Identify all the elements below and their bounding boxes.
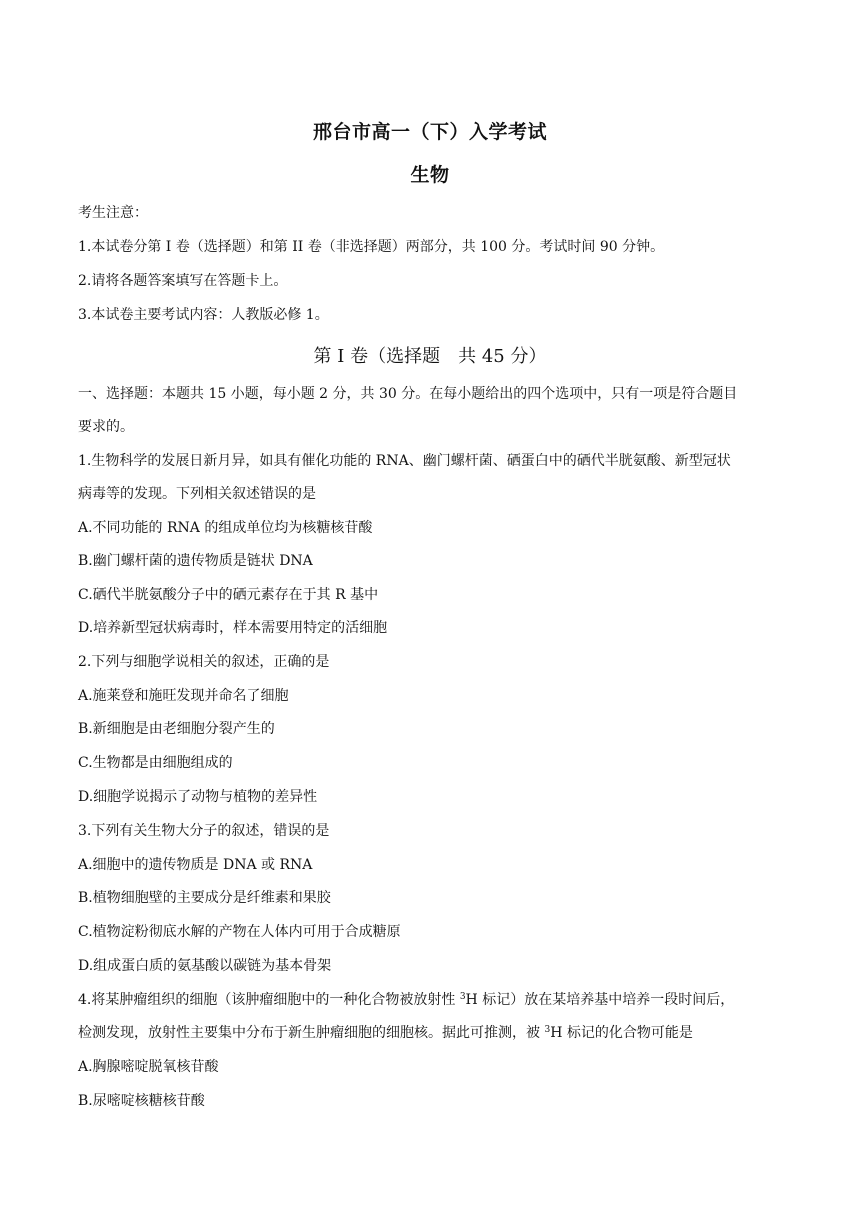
question-1-option-d: D.培养新型冠状病毒时，样本需要用特定的活细胞 bbox=[78, 620, 388, 636]
question-3-option-d: D.组成蛋白质的氨基酸以碳链为基本骨架 bbox=[78, 958, 332, 974]
question-1-option-b: B.幽门螺杆菌的遗传物质是链状 DNA bbox=[78, 553, 313, 569]
question-2-option-c: C.生物都是由细胞组成的 bbox=[78, 755, 233, 771]
question-2-option-d: D.细胞学说揭示了动物与植物的差异性 bbox=[78, 789, 318, 805]
notice-heading: 考生注意： bbox=[78, 205, 148, 221]
superscript-3: 3 bbox=[459, 992, 466, 1002]
question-1-option-c: C.硒代半胱氨酸分子中的硒元素存在于其 R 基中 bbox=[78, 587, 379, 603]
question-3-option-b: B.植物细胞壁的主要成分是纤维素和果胶 bbox=[78, 890, 331, 906]
notice-item-3: 3.本试卷主要考试内容：人教版必修 1。 bbox=[78, 307, 329, 323]
question-4-option-b: B.尿嘧啶核糖核苷酸 bbox=[78, 1093, 205, 1109]
exam-subject: 生物 bbox=[410, 164, 450, 186]
question-4-stem-line1-after: H 标记）放在某培养基中培养一段时间后， bbox=[465, 992, 735, 1008]
part1-title: 第 I 卷（选择题 共 45 分） bbox=[313, 346, 547, 367]
question-1-stem-line1: 1.生物科学的发展日新月异，如具有催化功能的 RNA、幽门螺杆菌、硒蛋白中的硒代半胱氨酸、新型冠状 bbox=[78, 453, 731, 469]
question-3-option-a: A.细胞中的遗传物质是 DNA 或 RNA bbox=[78, 857, 313, 873]
question-4-option-a: A.胸腺嘧啶脱氧核苷酸 bbox=[78, 1059, 219, 1075]
question-4-stem-line2-after: H 标记的化合物可能是 bbox=[550, 1025, 693, 1041]
question-2-stem: 2.下列与细胞学说相关的叙述，正确的是 bbox=[78, 654, 330, 670]
question-1-option-a: A.不同功能的 RNA 的组成单位均为核糖核苷酸 bbox=[78, 520, 373, 536]
question-1-stem-line2: 病毒等的发现。下列相关叙述错误的是 bbox=[78, 486, 316, 502]
question-3-stem: 3.下列有关生物大分子的叙述，错误的是 bbox=[78, 823, 330, 839]
superscript-3: 3 bbox=[544, 1025, 551, 1035]
question-2-option-b: B.新细胞是由老细胞分裂产生的 bbox=[78, 721, 275, 737]
question-4-stem-line1-before: 4.将某肿瘤组织的细胞（该肿瘤细胞中的一种化合物被放射性 bbox=[78, 992, 460, 1008]
question-4-stem-line2 bbox=[78, 1023, 788, 1043]
part1-instruction-line1: 一、选择题：本题共 15 小题，每小题 2 分，共 30 分。在每小题给出的四个选项中，只有一项是符合题目 bbox=[78, 386, 738, 402]
question-4-stem-line2-before: 检测发现，放射性主要集中分布于新生肿瘤细胞的细胞核。据此可推测，被 bbox=[78, 1025, 545, 1041]
question-3-option-c: C.植物淀粉彻底水解的产物在人体内可用于合成糖原 bbox=[78, 924, 401, 940]
part1-instruction-line2: 要求的。 bbox=[78, 419, 134, 435]
exam-title: 邢台市高一（下）入学考试 bbox=[312, 121, 547, 143]
notice-item-2: 2.请将各题答案填写在答题卡上。 bbox=[78, 273, 288, 289]
question-4-stem-line1 bbox=[78, 990, 788, 1010]
notice-item-1: 1.本试卷分第 I 卷（选择题）和第 II 卷（非选择题）两部分，共 100 分。考试时间 90 分钟。 bbox=[78, 239, 665, 255]
question-2-option-a: A.施莱登和施旺发现并命名了细胞 bbox=[78, 688, 289, 704]
